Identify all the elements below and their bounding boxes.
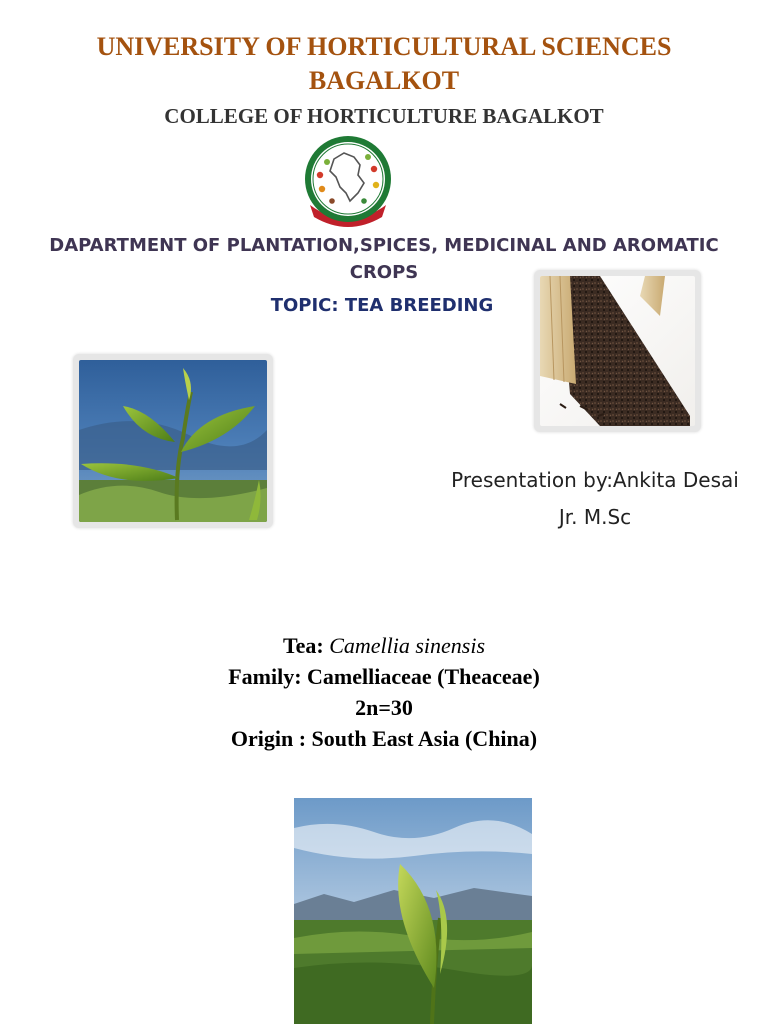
university-logo: [300, 135, 396, 229]
tea-label: Tea:: [282, 633, 330, 658]
department-title-line1: DAPARTMENT OF PLANTATION,SPICES, MEDICINAL AND AROMATIC: [49, 235, 719, 256]
department-title-line2: CROPS: [349, 262, 419, 283]
tea-plantation-photo: [294, 798, 532, 1024]
black-tea-photo: [534, 270, 701, 432]
university-title: [0, 30, 768, 98]
chromosome-line: 2n=30: [355, 695, 413, 720]
college-title: COLLEGE OF HORTICULTURE BAGALKOT: [164, 104, 604, 128]
tea-scientific-name: Camellia sinensis: [329, 633, 486, 658]
tea-name-line: [0, 630, 768, 661]
tea-leaf-photo: [73, 354, 273, 528]
tea-leaf-image: [79, 360, 267, 522]
presenter-degree: Jr. M.Sc: [558, 505, 632, 529]
university-title-line2: BAGALKOT: [308, 66, 460, 95]
tea-facts: [0, 630, 768, 754]
black-tea-image: [540, 276, 695, 426]
family-line: Family: Camelliaceae (Theaceae): [228, 664, 540, 689]
presenter-info: [390, 462, 768, 536]
topic-text: TOPIC: TEA BREEDING: [270, 295, 494, 316]
university-title-line1: UNIVERSITY OF HORTICULTURAL SCIENCES: [96, 32, 672, 61]
origin-line: Origin : South East Asia (China): [230, 726, 538, 751]
presenter-name: Presentation by:Ankita Desai: [451, 468, 739, 492]
